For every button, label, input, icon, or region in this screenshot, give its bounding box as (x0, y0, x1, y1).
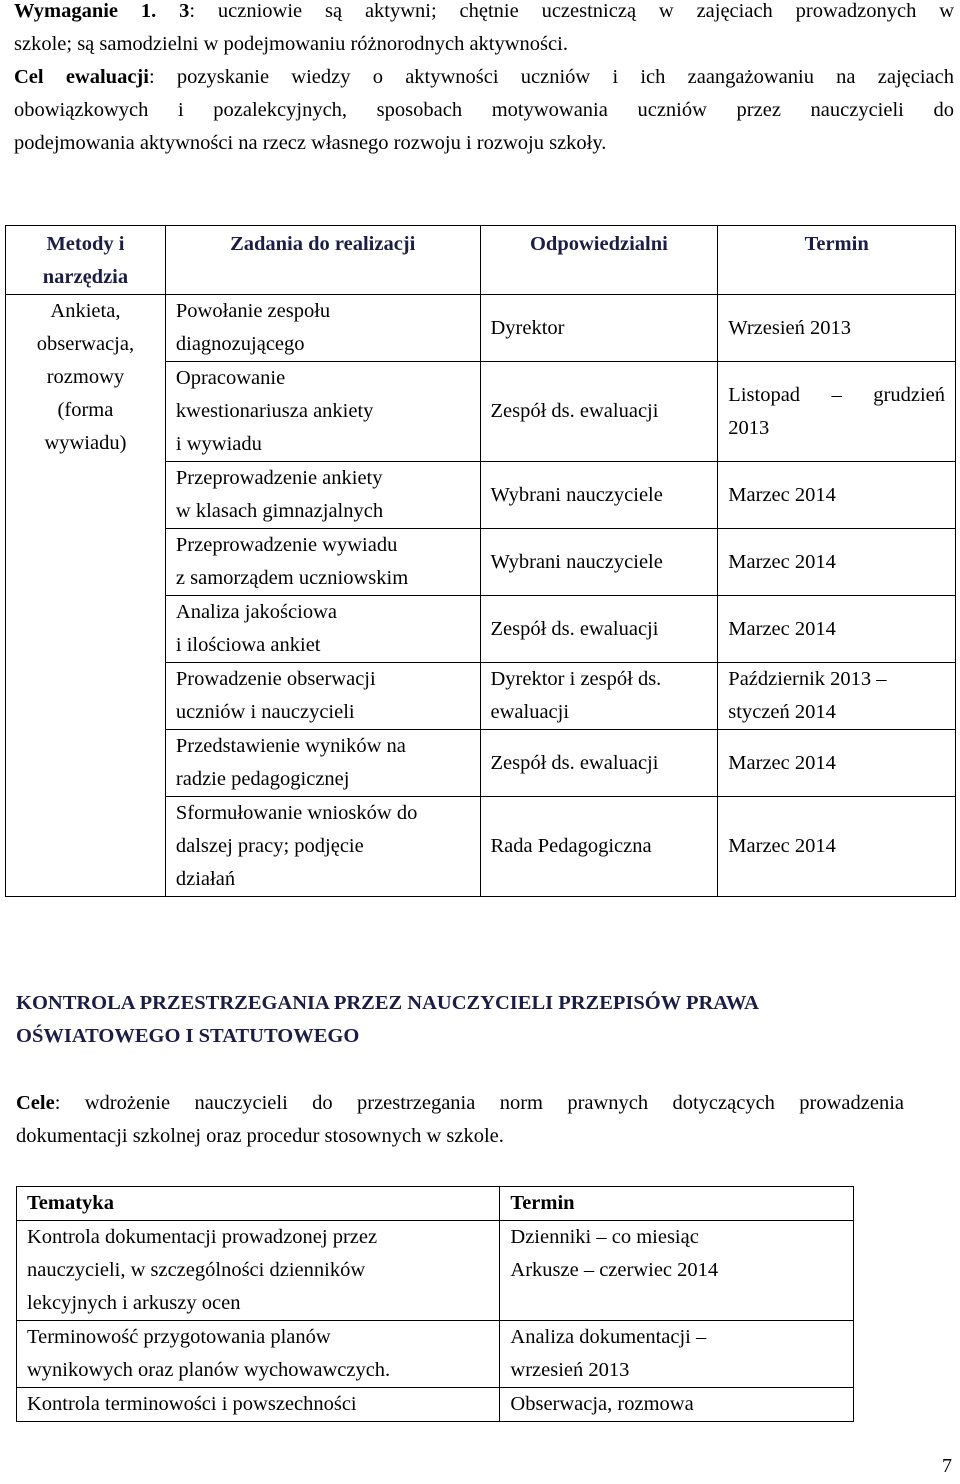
goal-line-1: Cel ewaluacji: pozyskanie wiedzy o aktywności uczniów i ich zaangażowaniu na zajęciach (14, 66, 954, 88)
responsible-cell: Zespół ds. ewaluacji (480, 730, 718, 797)
table-row (17, 1321, 854, 1388)
responsible-cell: Dyrektor i zespół ds. ewaluacji (480, 663, 718, 730)
deadline-cell: Listopad – grudzień 2013 (718, 362, 956, 462)
header-responsible: Odpowiedzialni (480, 226, 718, 295)
section-heading: KONTROLA PRZESTRZEGANIA PRZEZ NAUCZYCIELI PRZEPISÓW PRAWA OŚWIATOWEGO I STATUTOWEGO (16, 992, 759, 1047)
goals-line-2: dokumentacji szkolnej oraz procedur stosownych w szkole. (16, 1125, 504, 1147)
requirement-number: 3 (179, 0, 190, 22)
goal-line-2: obowiązkowych i pozalekcyjnych, sposobach motywowania uczniów przez nauczycieli do (14, 99, 954, 121)
responsible-cell: Wybrani nauczyciele (480, 462, 718, 529)
deadline-cell: Październik 2013 – styczeń 2014 (718, 663, 956, 730)
goal-label: Cel ewaluacji (14, 66, 149, 88)
deadline-cell: Marzec 2014 (718, 797, 956, 897)
deadline-cell: Marzec 2014 (718, 529, 956, 596)
header-deadline: Termin (718, 226, 956, 295)
responsible-cell: Zespół ds. ewaluacji (480, 596, 718, 663)
page-number: 7 (942, 1455, 952, 1477)
task-cell: Przedstawienie wyników na radzie pedagogicznej (165, 730, 480, 797)
responsible-cell: Wybrani nauczyciele (480, 529, 718, 596)
task-cell: Analiza jakościowa i ilościowa ankiet (165, 596, 480, 663)
goals-label: Cele (16, 1092, 55, 1114)
deadline-cell: Marzec 2014 (718, 730, 956, 797)
evaluation-plan-table (5, 225, 956, 897)
requirement-paragraph (14, 0, 954, 160)
responsible-cell: Rada Pedagogiczna (480, 797, 718, 897)
table-row (17, 1221, 854, 1321)
table-row (6, 295, 956, 362)
task-cell: Powołanie zespołu diagnozującego (165, 295, 480, 362)
task-cell: Przeprowadzenie wywiadu z samorządem uczniowskim (165, 529, 480, 596)
header-tasks: Zadania do realizacji (165, 226, 480, 295)
deadline-cell: Marzec 2014 (718, 462, 956, 529)
deadline-cell: Obserwacja, rozmowa (500, 1388, 854, 1422)
section-goals (16, 1087, 904, 1153)
deadline-cell: Marzec 2014 (718, 596, 956, 663)
goals-line-1: Cele: wdrożenie nauczycieli do przestrzegania norm prawnych dotyczących prowadzenia (16, 1092, 904, 1114)
methods-cell: Ankieta, obserwacja, rozmowy (forma wywiadu) (6, 295, 166, 897)
deadline-cell: Dzienniki – co miesiąc Arkusze – czerwiec 2014 (500, 1221, 854, 1321)
header-methods: Metody i narzędzia (6, 226, 166, 295)
task-cell: Prowadzenie obserwacji uczniów i nauczycieli (165, 663, 480, 730)
table-header-row (17, 1187, 854, 1221)
header-topic: Tematyka (17, 1187, 500, 1221)
task-cell: Przeprowadzenie ankiety w klasach gimnazjalnych (165, 462, 480, 529)
requirement-line-1: Wymaganie 1. 3: uczniowie są aktywni; chętnie uczestniczą w zajęciach prowadzonych w (14, 0, 954, 22)
task-cell: Sformułowanie wniosków do dalszej pracy; podjęcie działań (165, 797, 480, 897)
responsible-cell: Zespół ds. ewaluacji (480, 362, 718, 462)
goal-line-3: podejmowania aktywności na rzecz własnego rozwoju i rozwoju szkoły. (14, 132, 607, 154)
deadline-cell: Analiza dokumentacji – wrzesień 2013 (500, 1321, 854, 1388)
table-header-row (6, 226, 956, 295)
requirement-label: Wymaganie 1. (14, 0, 157, 22)
topic-cell: Terminowość przygotowania planów wynikowych oraz planów wychowawczych. (17, 1321, 500, 1388)
table-row (17, 1388, 854, 1422)
topic-cell: Kontrola terminowości i powszechności (17, 1388, 500, 1422)
deadline-cell: Wrzesień 2013 (718, 295, 956, 362)
task-cell: Opracowanie kwestionariusza ankiety i wywiadu (165, 362, 480, 462)
topic-cell: Kontrola dokumentacji prowadzonej przez nauczycieli, w szczególności dzienników lekcyjnych i arkuszy ocen (17, 1221, 500, 1321)
control-table (16, 1186, 854, 1422)
header-deadline: Termin (500, 1187, 854, 1221)
responsible-cell: Dyrektor (480, 295, 718, 362)
requirement-line-2: szkole; są samodzielni w podejmowaniu różnorodnych aktywności. (14, 33, 568, 55)
